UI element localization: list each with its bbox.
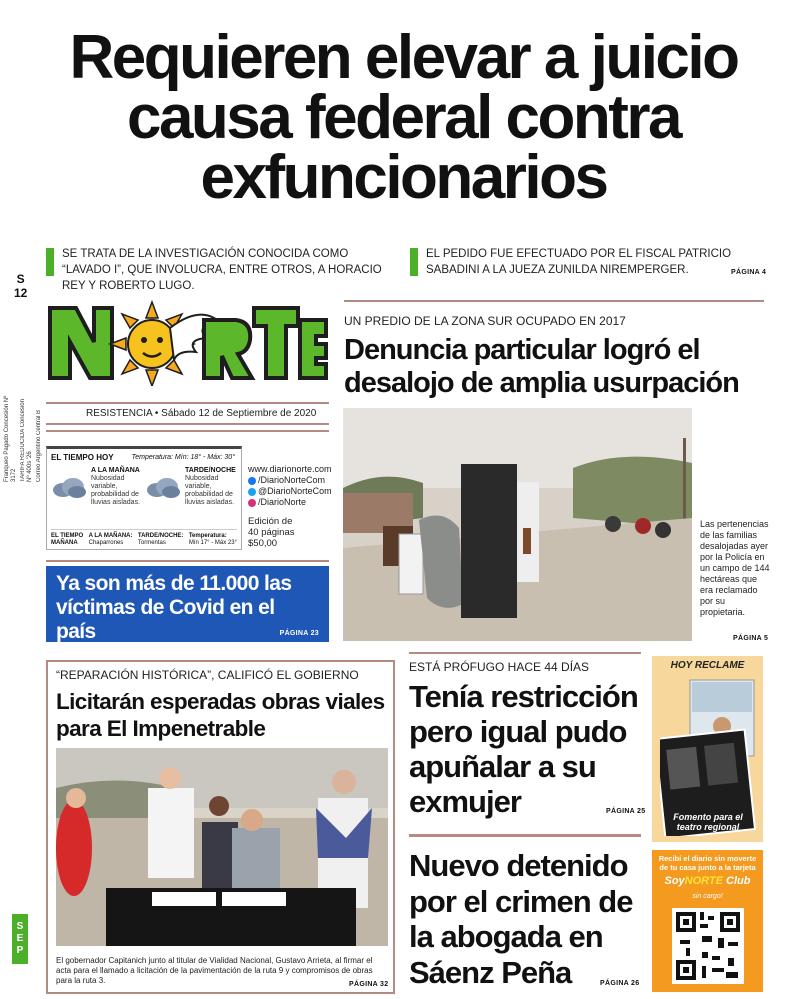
divider: [344, 300, 764, 302]
covid-story[interactable]: [46, 566, 329, 642]
ad-text: Recibí el diario sin moverte de tu casa junto a la tarjeta: [658, 854, 757, 872]
covid-title: Ya son más de 11.000 las víctimas de Covid en el país: [56, 572, 292, 643]
divider: [46, 560, 329, 562]
cloud-icon: [51, 475, 87, 499]
page-ref: PÁGINA 4: [731, 269, 767, 276]
story-kicker: ESTÁ PRÓFUGO HACE 44 DÍAS: [409, 660, 590, 674]
twitter-link[interactable]: @DiarioNorteCom: [248, 486, 338, 497]
website-link[interactable]: www.diarionorte.com: [248, 464, 332, 474]
divider: [46, 430, 329, 432]
page-ref: PÁGINA 26: [600, 980, 640, 987]
page-ref: PÁGINA 25: [606, 808, 646, 815]
story-kicker: UN PREDIO DE LA ZONA SUR OCUPADO EN 2017: [344, 314, 626, 328]
page-ref: PÁGINA 23: [279, 630, 319, 637]
green-marker: [410, 248, 418, 276]
qr-code-icon: [672, 908, 744, 984]
twitter-icon: [248, 488, 256, 496]
facebook-link[interactable]: /DiarioNorteCom: [248, 475, 338, 486]
page-ref: PÁGINA 5: [733, 635, 769, 642]
main-headline[interactable]: Requieren elevar a juicio causa federal contra exfuncionarios: [69, 23, 738, 212]
signing-photo[interactable]: [56, 748, 388, 946]
cloud-icon: [145, 475, 181, 499]
facebook-icon: [248, 477, 256, 485]
norte-logo[interactable]: [46, 298, 329, 386]
club-logo: SoyNORTE Club: [664, 875, 751, 887]
promo-caption: Fomento para el teatro regional: [673, 812, 743, 832]
contact-list: [248, 464, 338, 508]
headline-subtitle-right: [410, 246, 767, 278]
edition-date: RESISTENCIA • Sábado 12 de Septiembre de 2020: [46, 402, 329, 425]
eviction-photo[interactable]: [343, 408, 692, 641]
kicker-right-text: EL PEDIDO FUE EFECTUADO POR EL FISCAL PATRICIO SABADINI A LA JUEZA ZUNILDA NIREMPERGER.: [426, 248, 732, 276]
promo-title: HOY RECLAME: [670, 660, 745, 671]
story-title[interactable]: Nuevo detenido por el crimen de la abogada en Sáenz Peña: [409, 848, 633, 990]
weather-temps: Temperatura: Mín: 18° - Máx: 30°: [131, 454, 235, 461]
weather-title: EL TIEMPO HOY: [51, 453, 114, 462]
postal-info: Franqueo Pagado Concesión Nº 3172 TARIFA REDUCIDA Concesión Nº 400s '26 Correo Argentino Central B: [4, 395, 42, 482]
story-title[interactable]: Denuncia particular logró el desalojo de amplia usurpación: [344, 334, 739, 399]
kicker-left-text: SE TRATA DE LA INVESTIGACIÓN CONOCIDA COMO “LAVADO I”, QUE INVOLUCRA, ENTRE OTROS, A HORACIO REY Y ROBERTO LUGO.: [62, 248, 382, 292]
photo-caption: El gobernador Capitanich junto al titular de Vialidad Nacional, Gustavo Arrieta, al firmar el acta para el llamado a licitación de la pavimentación de la ruta 9 y compromisos de obras para la ruta 3.: [56, 956, 373, 985]
edition-info: Edición de 40 páginas $50,00: [248, 516, 295, 549]
page-ref: PÁGINA 32: [349, 981, 389, 988]
photo-caption: Las pertenencias de las familias desalojadas ayer por la Policía en un campo de 144 hectáreas que era reclamado por su propietaria.: [700, 519, 770, 617]
instagram-link[interactable]: /DiarioNorte: [248, 497, 338, 508]
weather-tomorrow: EL TIEMPO MAÑANA A LA MAÑANA: Chaparrones TARDE/NOCHE: Tormentas Temperatura: Mín 17° - Máx 23°: [51, 529, 237, 547]
day-indicator: S 12: [14, 272, 28, 300]
ad-subtext: sin cargo!: [692, 893, 723, 900]
month-badge: S E P: [12, 914, 28, 964]
story-title[interactable]: Licitarán esperadas obras viales para El Impenetrable: [56, 689, 385, 741]
headline-subtitle-left: [46, 246, 396, 294]
green-marker: [46, 248, 54, 276]
weather-box: EL TIEMPO HOY Temperatura: Mín: 18° - Máx: 30° A LA MAÑANA Nubosidad variable, probabilidad de lluvias aisladas. TARDE/NOCHE Nubosidad variable, probabilidad de lluvias aisladas. EL TIEMPO MAÑANA A LA MAÑANA: Chaparrones TARDE/NOCHE: Tormentas Temperatura: Mín 17° - Máx 23°: [46, 446, 242, 550]
instagram-icon: [248, 499, 256, 507]
story-kicker: “REPARACIÓN HISTÓRICA”, CALIFICÓ EL GOBIERNO: [56, 668, 359, 682]
divider: [409, 652, 641, 654]
divider: [409, 834, 641, 837]
story-title[interactable]: Tenía restricción pero igual pudo apuñalar a su exmujer: [409, 679, 638, 819]
